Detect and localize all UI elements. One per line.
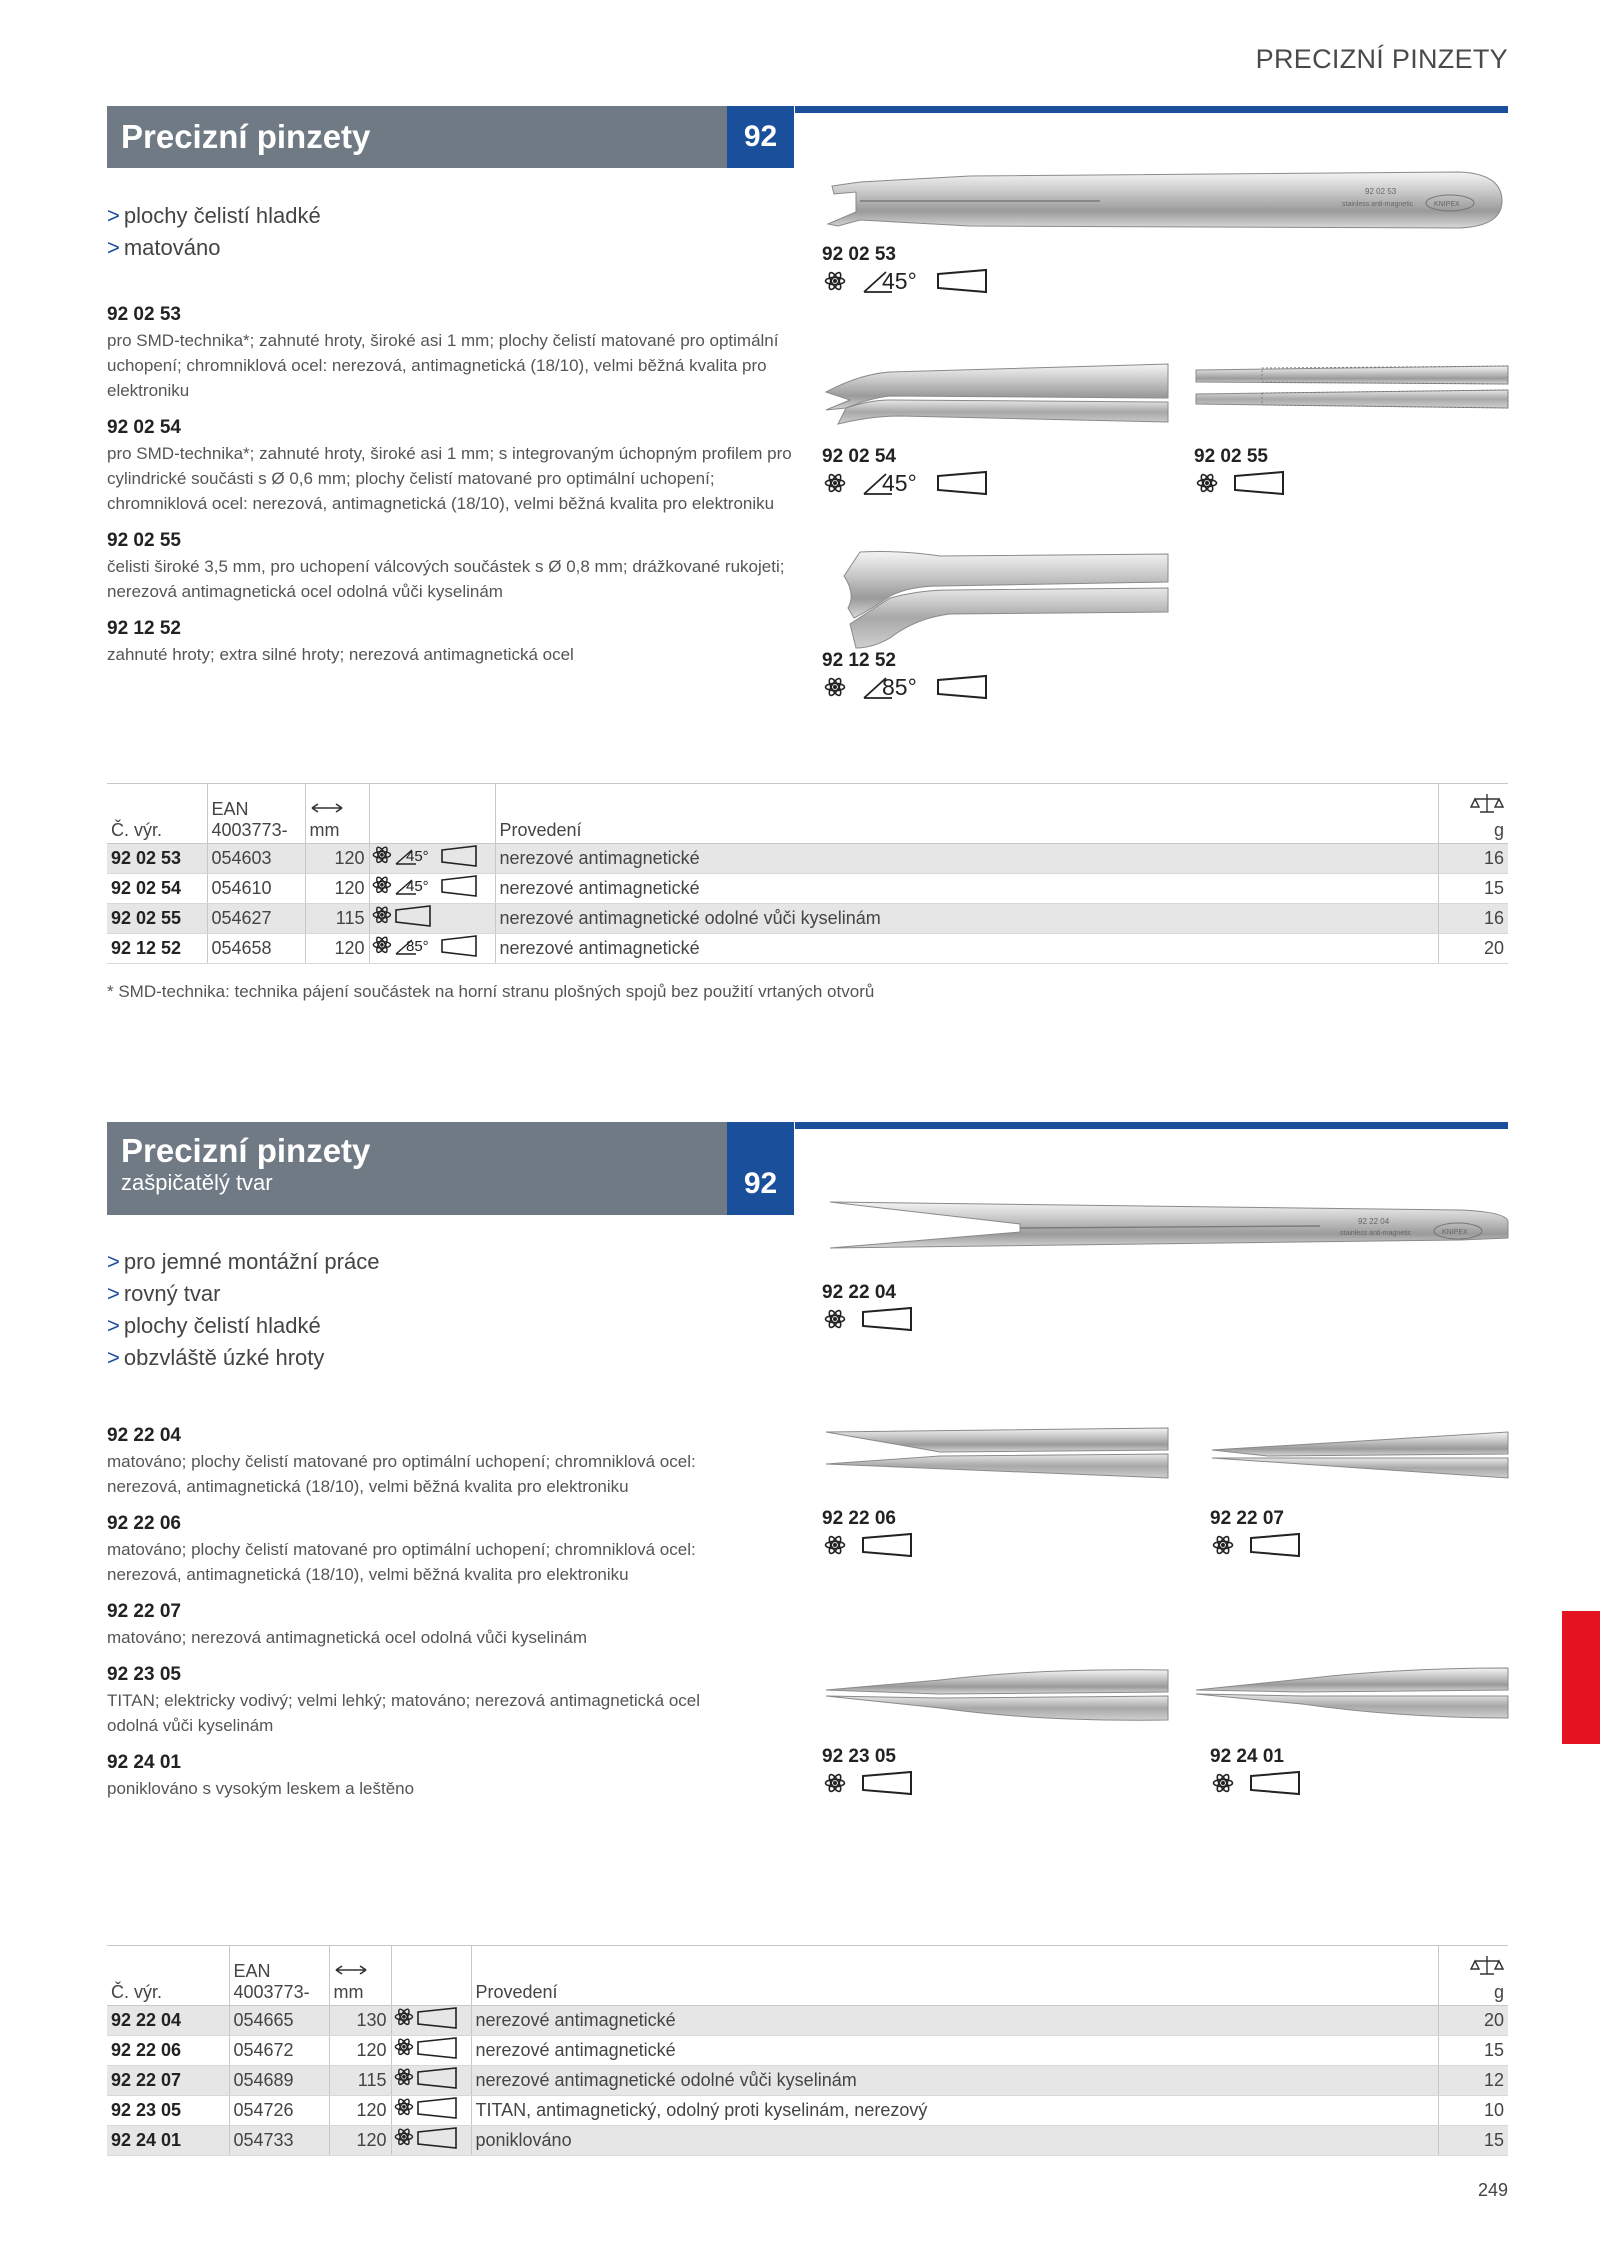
col-weight: g (1438, 1946, 1508, 2006)
knipex-logo-text: KNIPEX (1442, 1229, 1468, 1236)
col-ean: EAN 4003773- (229, 1946, 329, 2006)
col-symbols (369, 784, 495, 844)
product-description (107, 616, 802, 667)
row-symbols (391, 2006, 471, 2036)
product-description (107, 1511, 747, 1587)
section-number: 92 (727, 1122, 794, 1215)
tweezers-image (1192, 1660, 1510, 1730)
col-length: mm (305, 784, 369, 844)
chapter-tab (1562, 1611, 1600, 1744)
section-band (107, 106, 727, 168)
symbol-row (822, 672, 992, 702)
row-symbols (369, 934, 495, 964)
product-code: 92 23 05 (107, 1664, 181, 1685)
row-symbols (391, 2096, 471, 2126)
tip-shape-icon (938, 270, 986, 292)
antimagnetic-icon (826, 1773, 845, 1793)
tip-shape-icon (863, 1772, 911, 1794)
feature-item: > rovný tvar (107, 1281, 221, 1306)
row-symbols (369, 844, 495, 874)
scale-icon (1470, 793, 1504, 815)
product-code: 92 12 52 (107, 618, 181, 639)
product-code: 92 02 55 (107, 530, 181, 551)
product-figure (1192, 360, 1510, 500)
product-code: 92 24 01 (107, 1752, 181, 1773)
table-row: 92 22 06 054672 120 nerezové antimagnetické 15 (107, 2036, 1508, 2066)
feature-list (107, 200, 321, 264)
tweezers-image (1208, 1420, 1510, 1490)
tip-shape-icon (863, 1308, 911, 1330)
product-figure (820, 1660, 1170, 1790)
row-symbols (369, 874, 495, 904)
page-number: 249 (1477, 2180, 1508, 2200)
col-length: mm (329, 1946, 391, 2006)
product-figure (1208, 1420, 1510, 1550)
product-figure (820, 360, 1170, 500)
figure-code: 92 22 06 (822, 1508, 896, 1529)
svg-text:85°: 85° (405, 938, 429, 955)
product-text: matováno; plochy čelistí matované pro optimální uchopení; chromniklová ocel: nerezová, antimagnetická (18/10), velmi běžná kvalita pro elektroniku (107, 1540, 696, 1584)
section-title: Precizní pinzety (121, 118, 371, 155)
tip-shape-icon (863, 1534, 911, 1556)
feature-item: > obzvláště úzké hroty (107, 1345, 325, 1370)
product-code: 92 02 53 (107, 304, 181, 325)
antimagnetic-icon (1214, 1773, 1233, 1793)
product-text: pro SMD-technika*; zahnuté hroty, široké asi 1 mm; plochy čelistí matované pro optimální uchopení; chromniklová ocel: nerezová, antimagnetická (18/10), velmi běžná kvalita pro elektroniku (107, 331, 779, 400)
row-symbols (369, 904, 495, 934)
svg-text:45°: 45° (405, 848, 429, 865)
section-band (107, 1122, 727, 1215)
antimagnetic-icon (826, 677, 845, 697)
symbol-row (822, 266, 992, 296)
table-row: 92 02 55 054627 115 nerezové antimagnetické odolné vůči kyselinám 16 (107, 904, 1508, 934)
angle-value: 85° (882, 674, 917, 700)
feature-list (107, 1246, 379, 1374)
product-text: matováno; plochy čelistí matované pro optimální uchopení; chromniklová ocel: nerezová, antimagnetická (18/10), velmi běžná kvalita pro elektroniku (107, 1452, 696, 1496)
product-description (107, 1599, 747, 1650)
tip-shape-icon (1251, 1534, 1299, 1556)
figure-code: 92 02 55 (1194, 446, 1268, 467)
col-weight: g (1438, 784, 1508, 844)
tweezers-image (820, 168, 1510, 238)
symbol-row (822, 1304, 922, 1334)
row-symbols (391, 2036, 471, 2066)
tweezers-image (820, 360, 1170, 430)
table-row: 92 12 52 054658 120 85° nerezové antimagnetické 20 (107, 934, 1508, 964)
product-description (107, 528, 802, 604)
spec-table (107, 783, 1508, 964)
product-text: matováno; nerezová antimagnetická ocel odolná vůči kyselinám (107, 1628, 588, 1647)
description-list (107, 302, 802, 679)
tweezers-image (820, 548, 1170, 652)
symbol-row (822, 468, 992, 498)
col-ean: EAN 4003773- (207, 784, 305, 844)
table-row: 92 24 01 054733 120 poniklováno 15 (107, 2126, 1508, 2156)
section-subtitle: zašpičatělý tvar (121, 1170, 273, 1195)
tip-shape-icon (1235, 472, 1283, 494)
tweezers-image (820, 1188, 1510, 1258)
row-symbols (391, 2126, 471, 2156)
figure-code: 92 22 07 (1210, 1508, 1284, 1529)
col-art-no: Č. výr. (111, 1982, 163, 2002)
antimagnetic-icon (1198, 473, 1217, 493)
figure-code: 92 22 04 (822, 1282, 896, 1303)
feature-item: > plochy čelistí hladké (107, 1313, 321, 1338)
product-figure (820, 548, 1170, 704)
product-code: 92 22 06 (107, 1513, 181, 1534)
section-rule (795, 1122, 1508, 1129)
figure-code: 92 02 54 (822, 446, 896, 467)
product-text: čelisti široké 3,5 mm, pro uchopení válcových součástek s Ø 0,8 mm; drážkované rukojeti; nerezová antimagnetická ocel odolná vůči kyselinám (107, 557, 785, 601)
product-code: 92 02 54 (107, 417, 181, 438)
knipex-logo-text: KNIPEX (1434, 201, 1460, 208)
antimagnetic-icon (826, 1535, 845, 1555)
symbol-row (1210, 1768, 1310, 1798)
product-text: zahnuté hroty; extra silné hroty; nerezová antimagnetická ocel (107, 645, 574, 664)
scale-icon (1470, 1955, 1504, 1977)
section-number: 92 (727, 106, 794, 168)
product-text: TITAN; elektricky vodivý; velmi lehký; matováno; nerezová antimagnetická ocel odolná vůči kyselinám (107, 1691, 701, 1735)
footnote: * SMD-technika: technika pájení součástek na horní stranu plošných spojů bez použití vrtaných otvorů (107, 982, 875, 1001)
tip-shape-icon (938, 472, 986, 494)
feature-item: > plochy čelistí hladké (107, 203, 321, 228)
col-variant: Provedení (471, 1946, 1438, 2006)
figure-code: 92 23 05 (822, 1746, 896, 1767)
svg-text:45°: 45° (405, 878, 429, 895)
product-figure (820, 1188, 1510, 1328)
figure-code: 92 24 01 (1210, 1746, 1284, 1767)
product-text: pro SMD-technika*; zahnuté hroty, široké asi 1 mm; s integrovaným úchopným profilem pro cylindrické součásti s Ø 0,6 mm; plochy čelistí matované pro optimální uchopení; chromniklová ocel: nerezová, antimagnetická (18/10), velmi běžná kvalita pro elektroniku (107, 444, 792, 513)
table-row: 92 02 54 054610 120 45° nerezové antimagnetické 15 (107, 874, 1508, 904)
length-arrow-icon (310, 801, 344, 815)
product-figure (820, 168, 1510, 298)
product-description (107, 1423, 747, 1499)
angle-value: 45° (882, 268, 917, 294)
engraving-code: 92 22 04 (1358, 1217, 1390, 1226)
running-title: PRECIZNÍ PINZETY (1255, 44, 1508, 74)
engraving-text: stainless anti-magnetic (1342, 201, 1414, 208)
feature-item: > pro jemné montážní práce (107, 1249, 380, 1274)
figure-code: 92 02 53 (822, 244, 896, 265)
tweezers-image (1192, 360, 1510, 430)
symbol-row (822, 1530, 922, 1560)
engraving-code: 92 02 53 (1365, 187, 1397, 196)
product-description (107, 415, 802, 516)
engraving-text: stainless anti-magnetic (1340, 1230, 1412, 1237)
row-symbols (391, 2066, 471, 2096)
tip-shape-icon (1251, 1772, 1299, 1794)
table-row: 92 22 04 054665 130 nerezové antimagnetické 20 (107, 2006, 1508, 2036)
product-description (107, 1662, 747, 1738)
product-description (107, 302, 802, 403)
tweezers-image (820, 1420, 1170, 1490)
section-rule (795, 106, 1508, 113)
product-code: 92 22 04 (107, 1425, 181, 1446)
col-symbols (391, 1946, 471, 2006)
spec-table (107, 1945, 1508, 2156)
col-variant: Provedení (495, 784, 1438, 844)
table-row: 92 23 05 054726 120 TITAN, antimagnetický, odolný proti kyselinám, nerezový 10 (107, 2096, 1508, 2126)
description-list (107, 1423, 747, 1813)
table-row: 92 22 07 054689 115 nerezové antimagnetické odolné vůči kyselinám 12 (107, 2066, 1508, 2096)
product-figure (820, 1420, 1170, 1550)
feature-item: > matováno (107, 235, 221, 260)
col-art-no: Č. výr. (111, 820, 163, 840)
symbol-row (1194, 468, 1294, 498)
symbol-row (1210, 1530, 1310, 1560)
tip-shape-icon (938, 676, 986, 698)
tweezers-image (820, 1660, 1170, 1730)
product-description (107, 1750, 747, 1801)
section-title: Precizní pinzety (121, 1132, 371, 1169)
product-figure (1192, 1660, 1510, 1790)
angle-value: 45° (882, 470, 917, 496)
table-row: 92 02 53 054603 120 45° nerezové antimagnetické 16 (107, 844, 1508, 874)
product-text: poniklováno s vysokým leskem a leštěno (107, 1779, 415, 1798)
product-code: 92 22 07 (107, 1601, 181, 1622)
antimagnetic-icon (1214, 1535, 1233, 1555)
length-arrow-icon (334, 1963, 368, 1977)
antimagnetic-icon (826, 1309, 845, 1329)
symbol-row (822, 1768, 922, 1798)
antimagnetic-icon (826, 473, 845, 493)
antimagnetic-icon (826, 271, 845, 291)
figure-code: 92 12 52 (822, 650, 896, 671)
